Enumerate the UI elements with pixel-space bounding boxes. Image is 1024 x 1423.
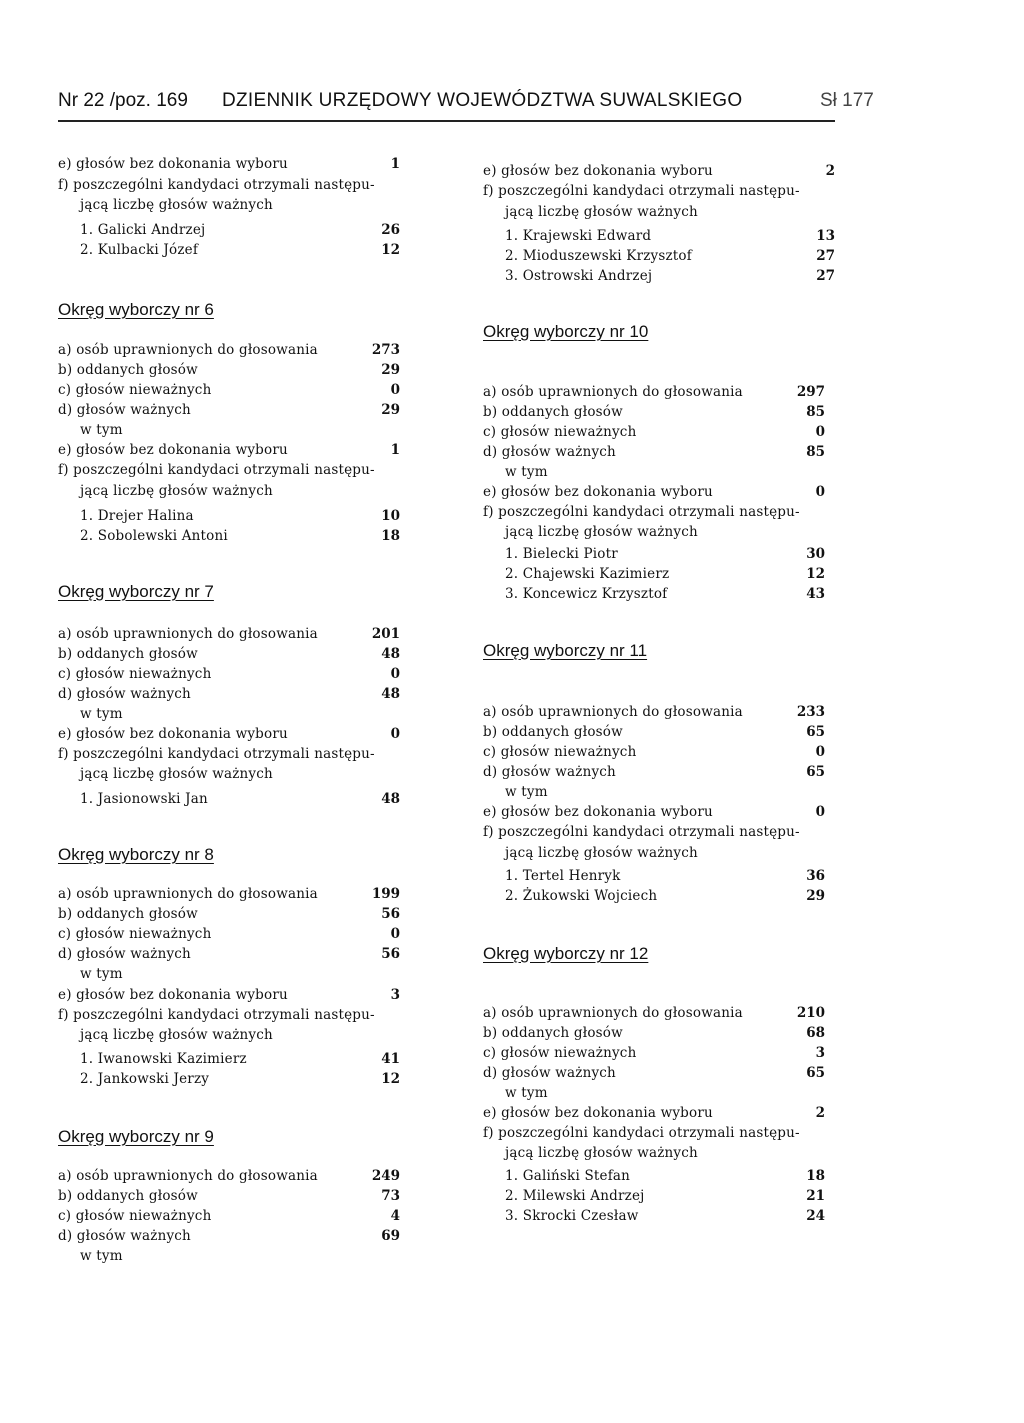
value-b: 48 [381, 646, 400, 662]
row-a: a) osób uprawnionych do głosowania [58, 886, 318, 902]
value-a: 210 [796, 1005, 825, 1021]
value-e: 1 [390, 156, 400, 172]
row-f: f) poszczególni kandydaci otrzymali następu- [483, 183, 800, 199]
value-d: 56 [381, 946, 400, 962]
value-b: 65 [806, 724, 825, 740]
candidate-votes: 43 [806, 586, 825, 602]
candidate-votes: 48 [381, 791, 400, 807]
value-a: 201 [371, 626, 400, 642]
candidate-votes: 21 [806, 1188, 825, 1204]
row-e: e) głosów bez dokonania wyboru [58, 987, 288, 1003]
value-b: 56 [381, 906, 400, 922]
value-a: 249 [371, 1168, 400, 1184]
candidate-votes: 13 [816, 228, 835, 244]
candidate: 1. Drejer Halina [80, 508, 194, 524]
row-f-cont: jącą liczbę głosów ważnych [505, 1145, 698, 1161]
district-heading: Okręg wyborczy nr 12 [483, 944, 649, 963]
row-f-cont: jącą liczbę głosów ważnych [80, 483, 273, 499]
candidate-votes: 10 [381, 508, 400, 524]
row-c: c) głosów nieważnych [483, 744, 637, 760]
candidate: 2. Sobolewski Antoni [80, 528, 228, 544]
row-f-cont: jącą liczbę głosów ważnych [505, 204, 698, 220]
row-c: c) głosów nieważnych [58, 382, 212, 398]
row-f: f) poszczególni kandydaci otrzymali następu- [58, 1007, 375, 1023]
value-d: 65 [806, 1065, 825, 1081]
row-f-cont: jącą liczbę głosów ważnych [80, 766, 273, 782]
candidate-votes: 12 [381, 1071, 400, 1087]
page-number: Sł 177 [820, 90, 874, 111]
row-f-cont: jącą liczbę głosów ważnych [80, 197, 273, 213]
row-c: c) głosów nieważnych [58, 1208, 212, 1224]
row-e: e) głosów bez dokonania wyboru [483, 163, 713, 179]
value-d: 85 [806, 444, 825, 460]
row-w-tym: w tym [80, 706, 123, 722]
issue-number: Nr 22 /poz. 169 [58, 90, 188, 111]
candidate-votes: 18 [806, 1168, 825, 1184]
row-w-tym: w tym [505, 1085, 548, 1101]
candidate: 1. Galiński Stefan [505, 1168, 631, 1184]
header-divider [58, 120, 835, 122]
page-header [0, 0, 1024, 130]
row-d: d) głosów ważnych [58, 686, 191, 702]
value-c: 0 [815, 744, 825, 760]
row-b: b) oddanych głosów [58, 646, 198, 662]
district-heading: Okręg wyborczy nr 8 [58, 845, 214, 864]
row-e: e) głosów bez dokonania wyboru [483, 484, 713, 500]
row-c: c) głosów nieważnych [483, 424, 637, 440]
candidate: 2. Milewski Andrzej [505, 1188, 645, 1204]
row-w-tym: w tym [505, 784, 548, 800]
row-b: b) oddanych głosów [58, 906, 198, 922]
value-a: 297 [796, 384, 825, 400]
candidate: 1. Bielecki Piotr [505, 546, 618, 562]
value-b: 85 [806, 404, 825, 420]
candidate: 1. Jasionowski Jan [80, 791, 208, 807]
candidate-votes: 24 [806, 1208, 825, 1224]
row-a: a) osób uprawnionych do głosowania [483, 1005, 743, 1021]
row-b: b) oddanych głosów [483, 724, 623, 740]
candidate: 2. Chajewski Kazimierz [505, 566, 670, 582]
district-heading: Okręg wyborczy nr 7 [58, 582, 214, 601]
value-e: 0 [815, 804, 825, 820]
row-c: c) głosów nieważnych [58, 666, 212, 682]
value-e: 2 [825, 163, 835, 179]
value-e: 3 [390, 987, 400, 1003]
candidate: 2. Jankowski Jerzy [80, 1071, 210, 1087]
row-f: f) poszczególni kandydaci otrzymali następu- [483, 1125, 800, 1141]
row-d: d) głosów ważnych [58, 402, 191, 418]
row-f: f) poszczególni kandydaci otrzymali następu- [483, 504, 800, 520]
candidate-votes: 26 [381, 222, 400, 238]
candidate: 3. Skrocki Czesław [505, 1208, 639, 1224]
candidate: 3. Koncewicz Krzysztof [505, 586, 668, 602]
row-a: a) osób uprawnionych do głosowania [58, 342, 318, 358]
row-f-cont: jącą liczbę głosów ważnych [505, 845, 698, 861]
value-d: 69 [381, 1228, 400, 1244]
value-c: 3 [815, 1045, 825, 1061]
value-d: 48 [381, 686, 400, 702]
candidate: 3. Ostrowski Andrzej [505, 268, 653, 284]
value-e: 0 [390, 726, 400, 742]
candidate-votes: 36 [806, 868, 825, 884]
row-e: e) głosów bez dokonania wyboru [58, 442, 288, 458]
row-a: a) osób uprawnionych do głosowania [483, 384, 743, 400]
district-heading: Okręg wyborczy nr 10 [483, 322, 649, 341]
row-b: b) oddanych głosów [483, 1025, 623, 1041]
value-d: 65 [806, 764, 825, 780]
value-a: 273 [371, 342, 400, 358]
value-e: 2 [815, 1105, 825, 1121]
district-heading: Okręg wyborczy nr 6 [58, 300, 214, 319]
row-b: b) oddanych głosów [483, 404, 623, 420]
value-a: 199 [371, 886, 400, 902]
candidate-votes: 27 [816, 248, 835, 264]
value-b: 68 [806, 1025, 825, 1041]
value-b: 29 [381, 362, 400, 378]
candidate-votes: 41 [381, 1051, 400, 1067]
value-d: 29 [381, 402, 400, 418]
journal-title: DZIENNIK URZĘDOWY WOJEWÓDZTWA SUWALSKIEGO [222, 90, 743, 111]
district-heading: Okręg wyborczy nr 11 [483, 641, 648, 660]
row-e: e) głosów bez dokonania wyboru [483, 1105, 713, 1121]
value-e: 0 [815, 484, 825, 500]
value-c: 0 [815, 424, 825, 440]
row-d: d) głosów ważnych [58, 946, 191, 962]
row-a: a) osób uprawnionych do głosowania [58, 1168, 318, 1184]
candidate: 1. Tertel Henryk [505, 868, 621, 884]
row-c: c) głosów nieważnych [483, 1045, 637, 1061]
row-f: f) poszczególni kandydaci otrzymali następu- [58, 746, 375, 762]
row-c: c) głosów nieważnych [58, 926, 212, 942]
row-e: e) głosów bez dokonania wyboru [58, 726, 288, 742]
value-e: 1 [390, 442, 400, 458]
row-w-tym: w tym [80, 422, 123, 438]
value-a: 233 [796, 704, 825, 720]
row-f: f) poszczególni kandydaci otrzymali następu- [58, 177, 375, 193]
candidate: 2. Żukowski Wojciech [505, 888, 658, 904]
candidate-votes: 12 [381, 242, 400, 258]
candidate-votes: 18 [381, 528, 400, 544]
value-c: 0 [390, 382, 400, 398]
candidate: 1. Krajewski Edward [505, 228, 652, 244]
row-d: d) głosów ważnych [483, 1065, 616, 1081]
candidate: 1. Galicki Andrzej [80, 222, 206, 238]
value-c: 0 [390, 666, 400, 682]
row-e: e) głosów bez dokonania wyboru [58, 156, 288, 172]
row-e: e) głosów bez dokonania wyboru [483, 804, 713, 820]
row-w-tym: w tym [505, 464, 548, 480]
value-b: 73 [381, 1188, 400, 1204]
row-b: b) oddanych głosów [58, 362, 198, 378]
candidate: 1. Iwanowski Kazimierz [80, 1051, 247, 1067]
candidate-votes: 30 [806, 546, 825, 562]
row-d: d) głosów ważnych [483, 444, 616, 460]
candidate-votes: 27 [816, 268, 835, 284]
row-f-cont: jącą liczbę głosów ważnych [505, 524, 698, 540]
value-c: 4 [390, 1208, 400, 1224]
candidate: 2. Kulbacki Józef [80, 242, 199, 258]
row-f: f) poszczególni kandydaci otrzymali następu- [483, 824, 800, 840]
row-f-cont: jącą liczbę głosów ważnych [80, 1027, 273, 1043]
district-heading: Okręg wyborczy nr 9 [58, 1127, 214, 1146]
candidate: 2. Mioduszewski Krzysztof [505, 248, 692, 264]
candidate-votes: 29 [806, 888, 825, 904]
row-f: f) poszczególni kandydaci otrzymali następu- [58, 462, 375, 478]
row-w-tym: w tym [80, 1248, 123, 1264]
row-d: d) głosów ważnych [483, 764, 616, 780]
row-b: b) oddanych głosów [58, 1188, 198, 1204]
value-c: 0 [390, 926, 400, 942]
row-w-tym: w tym [80, 966, 123, 982]
row-d: d) głosów ważnych [58, 1228, 191, 1244]
row-a: a) osób uprawnionych do głosowania [483, 704, 743, 720]
row-a: a) osób uprawnionych do głosowania [58, 626, 318, 642]
candidate-votes: 12 [806, 566, 825, 582]
